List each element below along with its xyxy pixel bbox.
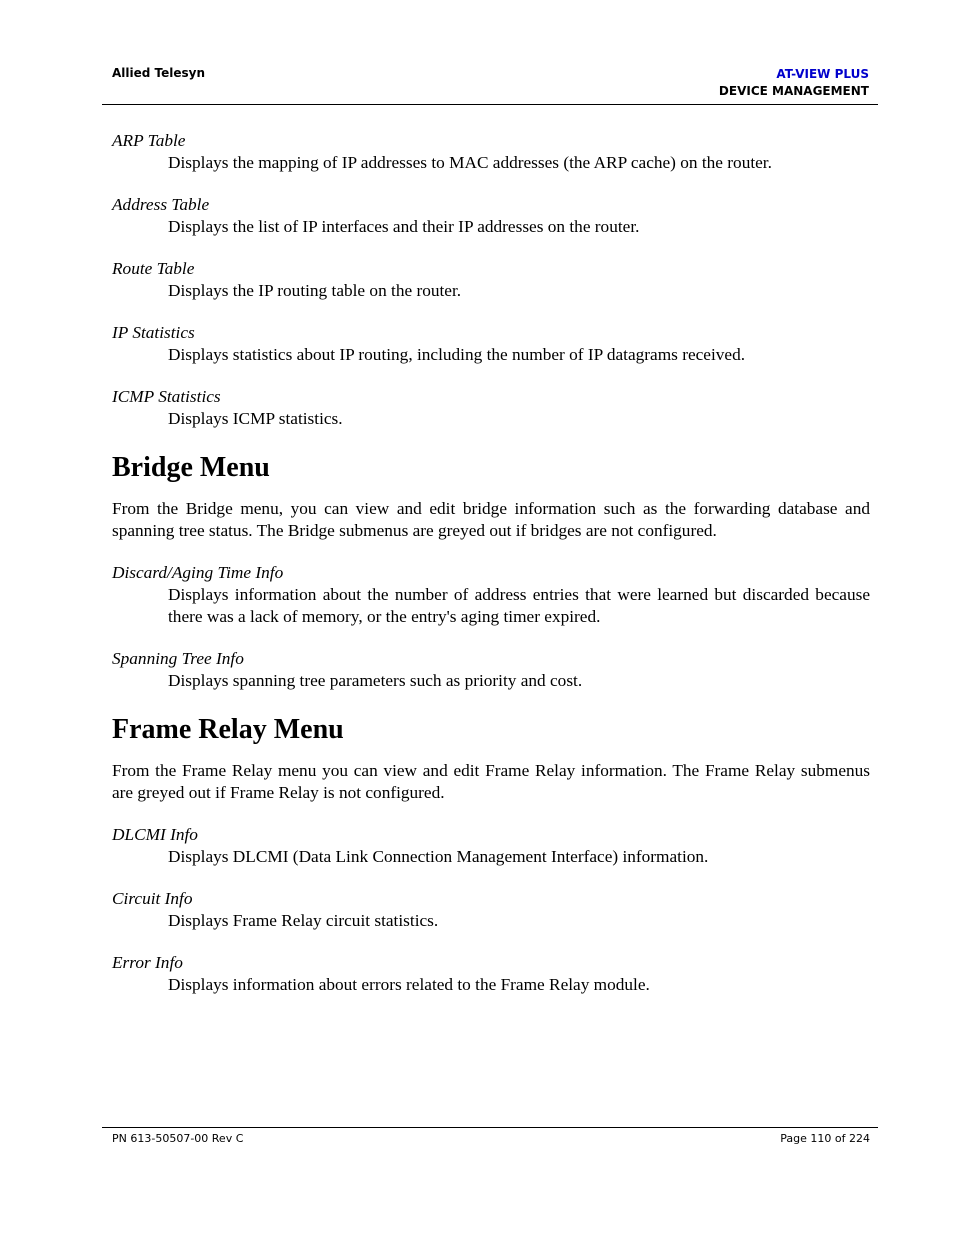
term-dlcmi-info: DLCMI Info (112, 825, 198, 844)
desc-circuit-info: Displays Frame Relay circuit statistics. (168, 911, 439, 930)
term-circuit-info: Circuit Info (112, 889, 193, 908)
desc-route-table: Displays the IP routing table on the router. (168, 281, 462, 300)
desc-address-table: Displays the list of IP interfaces and their IP addresses on the router. (168, 217, 640, 236)
term-ip-statistics: IP Statistics (112, 323, 195, 342)
desc-icmp-statistics: Displays ICMP statistics. (168, 409, 343, 428)
term-spanning-tree-info: Spanning Tree Info (112, 649, 244, 668)
term-error-info: Error Info (112, 953, 183, 972)
frame-relay-menu-heading: Frame Relay Menu (112, 714, 344, 745)
header-product: AT-VIEW PLUS (776, 67, 869, 81)
footer-rule (102, 1127, 878, 1128)
bridge-menu-intro: From the Bridge menu, you can view and edit bridge information such as the forwarding database and spanning tree status. The Bridge submenus are greyed out if bridges are not configured. (112, 499, 870, 540)
header-company: Allied Telesyn (112, 66, 206, 80)
header-rule (102, 104, 878, 105)
desc-dlcmi-info: Displays DLCMI (Data Link Connection Management Interface) information. (168, 847, 709, 866)
footer-page-number: Page 110 of 224 (780, 1132, 870, 1145)
term-arp-table: ARP Table (112, 131, 186, 150)
term-discard-aging-time-info: Discard/Aging Time Info (112, 563, 284, 582)
frame-relay-menu-intro: From the Frame Relay menu you can view and edit Frame Relay information. The Frame Relay submenus are greyed out if Frame Relay is not configured. (112, 761, 870, 802)
bridge-menu-heading: Bridge Menu (112, 452, 270, 483)
desc-discard-aging-time-info: Displays information about the number of address entries that were learned but discarded because there was a lack of memory, or the entry's aging timer expired. (168, 585, 870, 626)
desc-arp-table: Displays the mapping of IP addresses to MAC addresses (the ARP cache) on the router. (168, 153, 772, 172)
desc-ip-statistics: Displays statistics about IP routing, including the number of IP datagrams received. (168, 345, 746, 364)
header-section: DEVICE MANAGEMENT (718, 84, 869, 98)
term-icmp-statistics: ICMP Statistics (112, 387, 221, 406)
header-right (719, 66, 869, 100)
desc-error-info: Displays information about errors related to the Frame Relay module. (168, 975, 650, 994)
term-route-table: Route Table (112, 259, 195, 278)
page-content (112, 130, 870, 1016)
desc-spanning-tree-info: Displays spanning tree parameters such as priority and cost. (168, 671, 583, 690)
term-address-table: Address Table (112, 195, 210, 214)
footer-part-number: PN 613-50507-00 Rev C (112, 1132, 244, 1145)
